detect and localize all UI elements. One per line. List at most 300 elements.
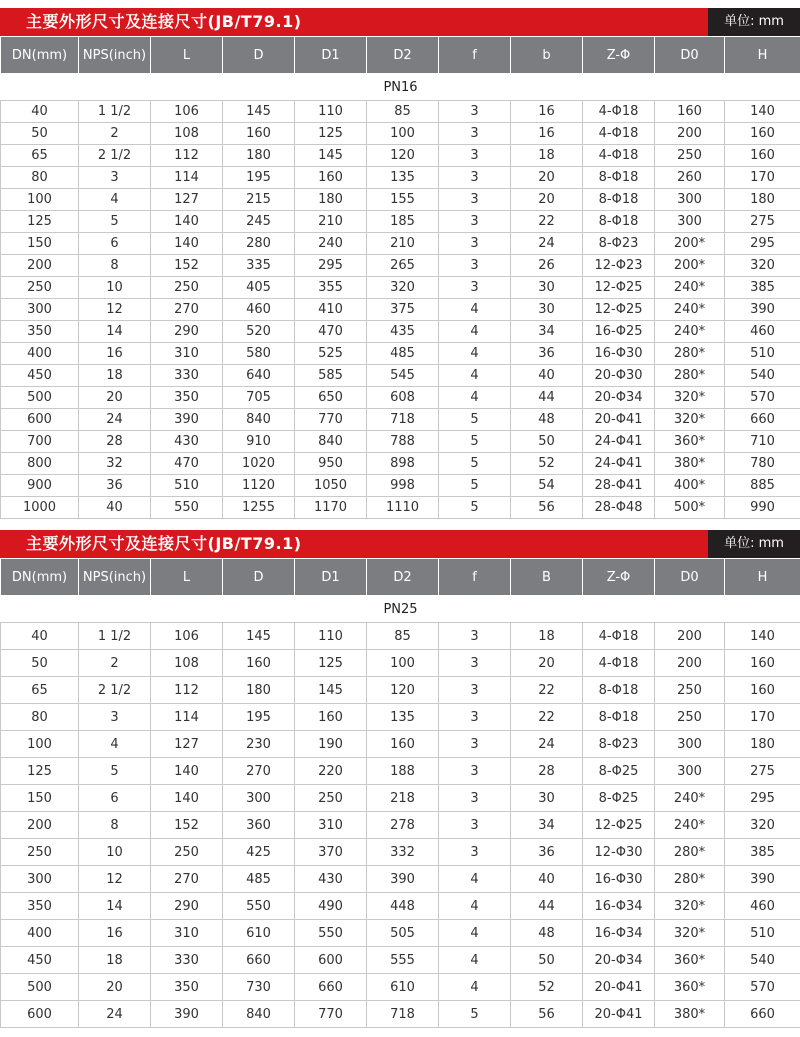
table-cell: 1 1/2 [79, 623, 151, 650]
column-header: D0 [655, 37, 725, 74]
table-cell: 425 [223, 839, 295, 866]
table-cell: 185 [367, 211, 439, 233]
table-cell: 180 [725, 731, 800, 758]
column-header: DN(mm) [1, 37, 79, 74]
table-cell: 3 [439, 812, 511, 839]
table-cell: 710 [725, 431, 800, 453]
table-cell: 320* [655, 920, 725, 947]
table-cell: 40 [1, 623, 79, 650]
table-cell: 788 [367, 431, 439, 453]
table-cell: 65 [1, 677, 79, 704]
table-row [1, 255, 800, 277]
table-cell: 36 [511, 839, 583, 866]
table-cell: 485 [367, 343, 439, 365]
table-cell: 170 [725, 167, 800, 189]
table-row [1, 167, 800, 189]
table-row [1, 947, 800, 974]
table-cell: 240* [655, 299, 725, 321]
table-cell: 5 [439, 475, 511, 497]
table-cell: 300 [1, 299, 79, 321]
table-cell: 295 [725, 233, 800, 255]
table-cell: 54 [511, 475, 583, 497]
table-cell: 36 [511, 343, 583, 365]
table-cell: 14 [79, 321, 151, 343]
table-cell: 320 [725, 812, 800, 839]
table-cell: 218 [367, 785, 439, 812]
table-cell: 840 [223, 1001, 295, 1028]
table-cell: 460 [725, 893, 800, 920]
table-cell: 20-Φ41 [583, 974, 655, 1001]
table-cell: 840 [223, 409, 295, 431]
table-cell: 28 [79, 431, 151, 453]
table-cell: 40 [511, 866, 583, 893]
table-cell: 180 [295, 189, 367, 211]
section-title-bar [0, 530, 800, 558]
table-row [1, 893, 800, 920]
table-cell: 1000 [1, 497, 79, 519]
table-cell: 200* [655, 233, 725, 255]
column-header: H [725, 37, 800, 74]
table-cell: 110 [295, 623, 367, 650]
table-cell: 800 [1, 453, 79, 475]
column-header: f [439, 37, 511, 74]
table-cell: 40 [79, 497, 151, 519]
table-cell: 127 [151, 731, 223, 758]
table-cell: 140 [725, 101, 800, 123]
table-cell: 85 [367, 623, 439, 650]
table-cell: 335 [223, 255, 295, 277]
table-cell: 540 [725, 365, 800, 387]
table-cell: 250 [655, 145, 725, 167]
table-cell: 5 [439, 1001, 511, 1028]
table-cell: 4 [439, 365, 511, 387]
table-cell: 140 [151, 785, 223, 812]
table-cell: 585 [295, 365, 367, 387]
table-cell: 3 [439, 101, 511, 123]
table-cell: 18 [79, 947, 151, 974]
column-header: DN(mm) [1, 559, 79, 596]
table-cell: 152 [151, 812, 223, 839]
table-cell: 4 [439, 947, 511, 974]
table-cell: 998 [367, 475, 439, 497]
table-cell: 6 [79, 785, 151, 812]
table-cell: 24-Φ41 [583, 431, 655, 453]
table-cell: 3 [439, 145, 511, 167]
table-cell: 780 [725, 453, 800, 475]
table-cell: 30 [511, 785, 583, 812]
table-cell: 56 [511, 1001, 583, 1028]
table-cell: 245 [223, 211, 295, 233]
table-cell: 18 [79, 365, 151, 387]
table-cell: 300 [655, 189, 725, 211]
table-cell: 215 [223, 189, 295, 211]
table-cell: 718 [367, 409, 439, 431]
table-cell: 610 [223, 920, 295, 947]
table-row [1, 387, 800, 409]
table-cell: 28 [511, 758, 583, 785]
table-cell: 600 [295, 947, 367, 974]
table-cell: 355 [295, 277, 367, 299]
table-cell: 380* [655, 453, 725, 475]
table-cell: 50 [511, 947, 583, 974]
table-cell: 20-Φ41 [583, 1001, 655, 1028]
table-cell: 24-Φ41 [583, 453, 655, 475]
table-cell: 310 [295, 812, 367, 839]
table-cell: 10 [79, 839, 151, 866]
table-cell: 1110 [367, 497, 439, 519]
table-row [1, 497, 800, 519]
table-cell: 108 [151, 650, 223, 677]
table-cell: 2 1/2 [79, 145, 151, 167]
table-cell: 114 [151, 704, 223, 731]
table-row [1, 731, 800, 758]
column-header: D1 [295, 37, 367, 74]
table-row [1, 785, 800, 812]
table-cell: 470 [295, 321, 367, 343]
table-row [1, 431, 800, 453]
table-header-row [1, 559, 800, 596]
table-cell: 320* [655, 409, 725, 431]
table-cell: 640 [223, 365, 295, 387]
table-header-row [1, 37, 800, 74]
table-cell: 5 [439, 431, 511, 453]
table-cell: 3 [439, 758, 511, 785]
table-cell: 20-Φ41 [583, 409, 655, 431]
table-cell: 3 [439, 704, 511, 731]
table-cell: 48 [511, 409, 583, 431]
table-cell: 885 [725, 475, 800, 497]
table-cell: 5 [439, 453, 511, 475]
table-cell: 140 [151, 758, 223, 785]
table-cell: 195 [223, 704, 295, 731]
table-cell: 4-Φ18 [583, 650, 655, 677]
table-cell: 550 [223, 893, 295, 920]
table-cell: 295 [725, 785, 800, 812]
table-cell: 160 [655, 101, 725, 123]
table-cell: 990 [725, 497, 800, 519]
table-cell: 200 [655, 650, 725, 677]
table-cell: 490 [295, 893, 367, 920]
table-cell: 280 [223, 233, 295, 255]
table-row [1, 1001, 800, 1028]
column-header: NPS(inch) [79, 559, 151, 596]
table-cell: 20-Φ34 [583, 947, 655, 974]
table-cell: 135 [367, 704, 439, 731]
table-cell: 210 [295, 211, 367, 233]
column-header: D2 [367, 559, 439, 596]
unit-label: 单位: mm [708, 530, 800, 558]
table-cell: 430 [295, 866, 367, 893]
table-cell: 16-Φ30 [583, 343, 655, 365]
table-cell: 180 [223, 677, 295, 704]
table-cell: 310 [151, 343, 223, 365]
table-cell: 390 [151, 409, 223, 431]
table-cell: 50 [1, 650, 79, 677]
table-cell: 210 [367, 233, 439, 255]
table-cell: 8-Φ18 [583, 677, 655, 704]
column-header: L [151, 559, 223, 596]
table-cell: 24 [511, 233, 583, 255]
table-cell: 545 [367, 365, 439, 387]
table-cell: 20 [79, 387, 151, 409]
table-cell: 20 [511, 650, 583, 677]
table-cell: 250 [655, 677, 725, 704]
table-cell: 18 [511, 145, 583, 167]
table-cell: 280* [655, 343, 725, 365]
table-cell: 280* [655, 365, 725, 387]
table-cell: 250 [151, 277, 223, 299]
table-cell: 8 [79, 812, 151, 839]
column-header: D [223, 37, 295, 74]
table-cell: 500* [655, 497, 725, 519]
table-cell: 100 [1, 189, 79, 211]
table-cell: 275 [725, 758, 800, 785]
table-cell: 430 [151, 431, 223, 453]
table-cell: 56 [511, 497, 583, 519]
table-cell: 22 [511, 677, 583, 704]
table-cell: 140 [151, 211, 223, 233]
table-cell: 450 [1, 947, 79, 974]
table-cell: 125 [1, 211, 79, 233]
table-cell: 600 [1, 1001, 79, 1028]
table-cell: 550 [151, 497, 223, 519]
table-row [1, 189, 800, 211]
table-cell: 510 [725, 343, 800, 365]
table-row [1, 475, 800, 497]
table-row [1, 453, 800, 475]
table-cell: 600 [1, 409, 79, 431]
table-cell: 3 [439, 167, 511, 189]
table-cell: 435 [367, 321, 439, 343]
table-cell: 3 [439, 650, 511, 677]
table-cell: 125 [295, 650, 367, 677]
table-cell: 3 [439, 277, 511, 299]
table-cell: 240* [655, 785, 725, 812]
table-cell: 1050 [295, 475, 367, 497]
table-cell: 240* [655, 812, 725, 839]
table-cell: 48 [511, 920, 583, 947]
table-cell: 385 [725, 839, 800, 866]
table-cell: 5 [439, 409, 511, 431]
table-cell: 525 [295, 343, 367, 365]
table-cell: 320* [655, 893, 725, 920]
table-cell: 260 [655, 167, 725, 189]
table-cell: 360* [655, 947, 725, 974]
table-cell: 4 [79, 189, 151, 211]
table-cell: 4 [439, 387, 511, 409]
table-cell: 22 [511, 211, 583, 233]
table-cell: 145 [295, 145, 367, 167]
table-cell: 145 [223, 623, 295, 650]
table-cell: 160 [295, 704, 367, 731]
table-cell: 8-Φ23 [583, 233, 655, 255]
table-cell: 24 [79, 1001, 151, 1028]
table-cell: 300 [655, 731, 725, 758]
table-cell: 385 [725, 277, 800, 299]
table-cell: 250 [1, 839, 79, 866]
table-cell: 32 [79, 453, 151, 475]
table-cell: 330 [151, 947, 223, 974]
table-row [1, 839, 800, 866]
table-cell: 3 [439, 785, 511, 812]
table-cell: 140 [725, 623, 800, 650]
table-cell: 380* [655, 1001, 725, 1028]
table-cell: 4 [439, 893, 511, 920]
table-cell: 510 [151, 475, 223, 497]
table-row [1, 101, 800, 123]
table-cell: 195 [223, 167, 295, 189]
unit-label: 单位: mm [708, 8, 800, 36]
table-cell: 460 [725, 321, 800, 343]
table-row [1, 343, 800, 365]
table-cell: 555 [367, 947, 439, 974]
table-cell: 550 [295, 920, 367, 947]
table-cell: 332 [367, 839, 439, 866]
table-cell: 570 [725, 974, 800, 1001]
table-cell: 152 [151, 255, 223, 277]
table-cell: 520 [223, 321, 295, 343]
table-cell: 20 [511, 167, 583, 189]
table-cell: 660 [725, 1001, 800, 1028]
column-header: f [439, 559, 511, 596]
table-cell: 135 [367, 167, 439, 189]
table-cell: 20 [511, 189, 583, 211]
table-cell: 8-Φ23 [583, 731, 655, 758]
table-cell: 50 [511, 431, 583, 453]
table-cell: 608 [367, 387, 439, 409]
table-cell: 200 [1, 255, 79, 277]
table-cell: 4 [439, 343, 511, 365]
table-cell: 106 [151, 101, 223, 123]
table-cell: 280* [655, 839, 725, 866]
table-cell: 170 [725, 704, 800, 731]
table-cell: 4 [439, 974, 511, 1001]
table-cell: 52 [511, 974, 583, 1001]
table-row [1, 277, 800, 299]
table-cell: 265 [367, 255, 439, 277]
table-row [1, 758, 800, 785]
column-header: D1 [295, 559, 367, 596]
table-cell: 3 [79, 704, 151, 731]
table-cell: 450 [1, 365, 79, 387]
table-cell: 4-Φ18 [583, 123, 655, 145]
table-cell: 1255 [223, 497, 295, 519]
table-row [1, 812, 800, 839]
column-header: L [151, 37, 223, 74]
table-cell: 3 [439, 731, 511, 758]
table-cell: 8-Φ18 [583, 211, 655, 233]
table-cell: 250 [1, 277, 79, 299]
table-cell: 270 [151, 299, 223, 321]
table-cell: 16-Φ25 [583, 321, 655, 343]
table-cell: 310 [151, 920, 223, 947]
table-cell: 770 [295, 1001, 367, 1028]
table-cell: 1 1/2 [79, 101, 151, 123]
table-row [1, 920, 800, 947]
table-cell: 250 [655, 704, 725, 731]
table-cell: 34 [511, 321, 583, 343]
table-cell: 30 [511, 299, 583, 321]
table-cell: 2 [79, 123, 151, 145]
table-cell: 8-Φ18 [583, 189, 655, 211]
table-cell: 30 [511, 277, 583, 299]
table-cell: 16 [511, 101, 583, 123]
table-cell: 22 [511, 704, 583, 731]
table-cell: 8-Φ25 [583, 758, 655, 785]
table-cell: 1170 [295, 497, 367, 519]
table-cell: 200 [655, 623, 725, 650]
table-cell: 770 [295, 409, 367, 431]
table-cell: 220 [295, 758, 367, 785]
column-header: NPS(inch) [79, 37, 151, 74]
table-cell: 280* [655, 866, 725, 893]
table-cell: 28-Φ48 [583, 497, 655, 519]
table-cell: 120 [367, 677, 439, 704]
pressure-class-label: PN25 [1, 596, 800, 623]
table-cell: 4 [439, 920, 511, 947]
table-cell: 145 [295, 677, 367, 704]
table-cell: 8-Φ25 [583, 785, 655, 812]
table-cell: 730 [223, 974, 295, 1001]
table-cell: 4 [439, 299, 511, 321]
table-cell: 580 [223, 343, 295, 365]
table-cell: 360* [655, 974, 725, 1001]
table-cell: 24 [79, 409, 151, 431]
table-cell: 390 [151, 1001, 223, 1028]
table-cell: 390 [725, 866, 800, 893]
table-cell: 3 [439, 189, 511, 211]
table-cell: 34 [511, 812, 583, 839]
table-row [1, 704, 800, 731]
table-cell: 3 [79, 167, 151, 189]
table-cell: 500 [1, 974, 79, 1001]
table-cell: 12-Φ30 [583, 839, 655, 866]
table-row [1, 123, 800, 145]
table-cell: 1020 [223, 453, 295, 475]
table-row [1, 623, 800, 650]
table-cell: 718 [367, 1001, 439, 1028]
table-cell: 14 [79, 893, 151, 920]
table-cell: 24 [511, 731, 583, 758]
table-cell: 3 [439, 839, 511, 866]
table-cell: 160 [725, 145, 800, 167]
table-cell: 112 [151, 145, 223, 167]
table-cell: 705 [223, 387, 295, 409]
table-cell: 4-Φ18 [583, 623, 655, 650]
table-cell: 350 [1, 893, 79, 920]
table-cell: 190 [295, 731, 367, 758]
column-header: b [511, 37, 583, 74]
table-cell: 3 [439, 123, 511, 145]
table-cell: 300 [655, 211, 725, 233]
table-cell: 160 [223, 650, 295, 677]
table-cell: 80 [1, 167, 79, 189]
table-cell: 12 [79, 866, 151, 893]
table-cell: 16-Φ30 [583, 866, 655, 893]
table-cell: 390 [367, 866, 439, 893]
table-cell: 12-Φ25 [583, 812, 655, 839]
table-row [1, 365, 800, 387]
table-cell: 350 [151, 387, 223, 409]
table-cell: 150 [1, 233, 79, 255]
table-cell: 4 [439, 321, 511, 343]
table-cell: 240* [655, 277, 725, 299]
table-cell: 278 [367, 812, 439, 839]
table-cell: 127 [151, 189, 223, 211]
table-cell: 300 [223, 785, 295, 812]
table-row [1, 650, 800, 677]
table-cell: 460 [223, 299, 295, 321]
